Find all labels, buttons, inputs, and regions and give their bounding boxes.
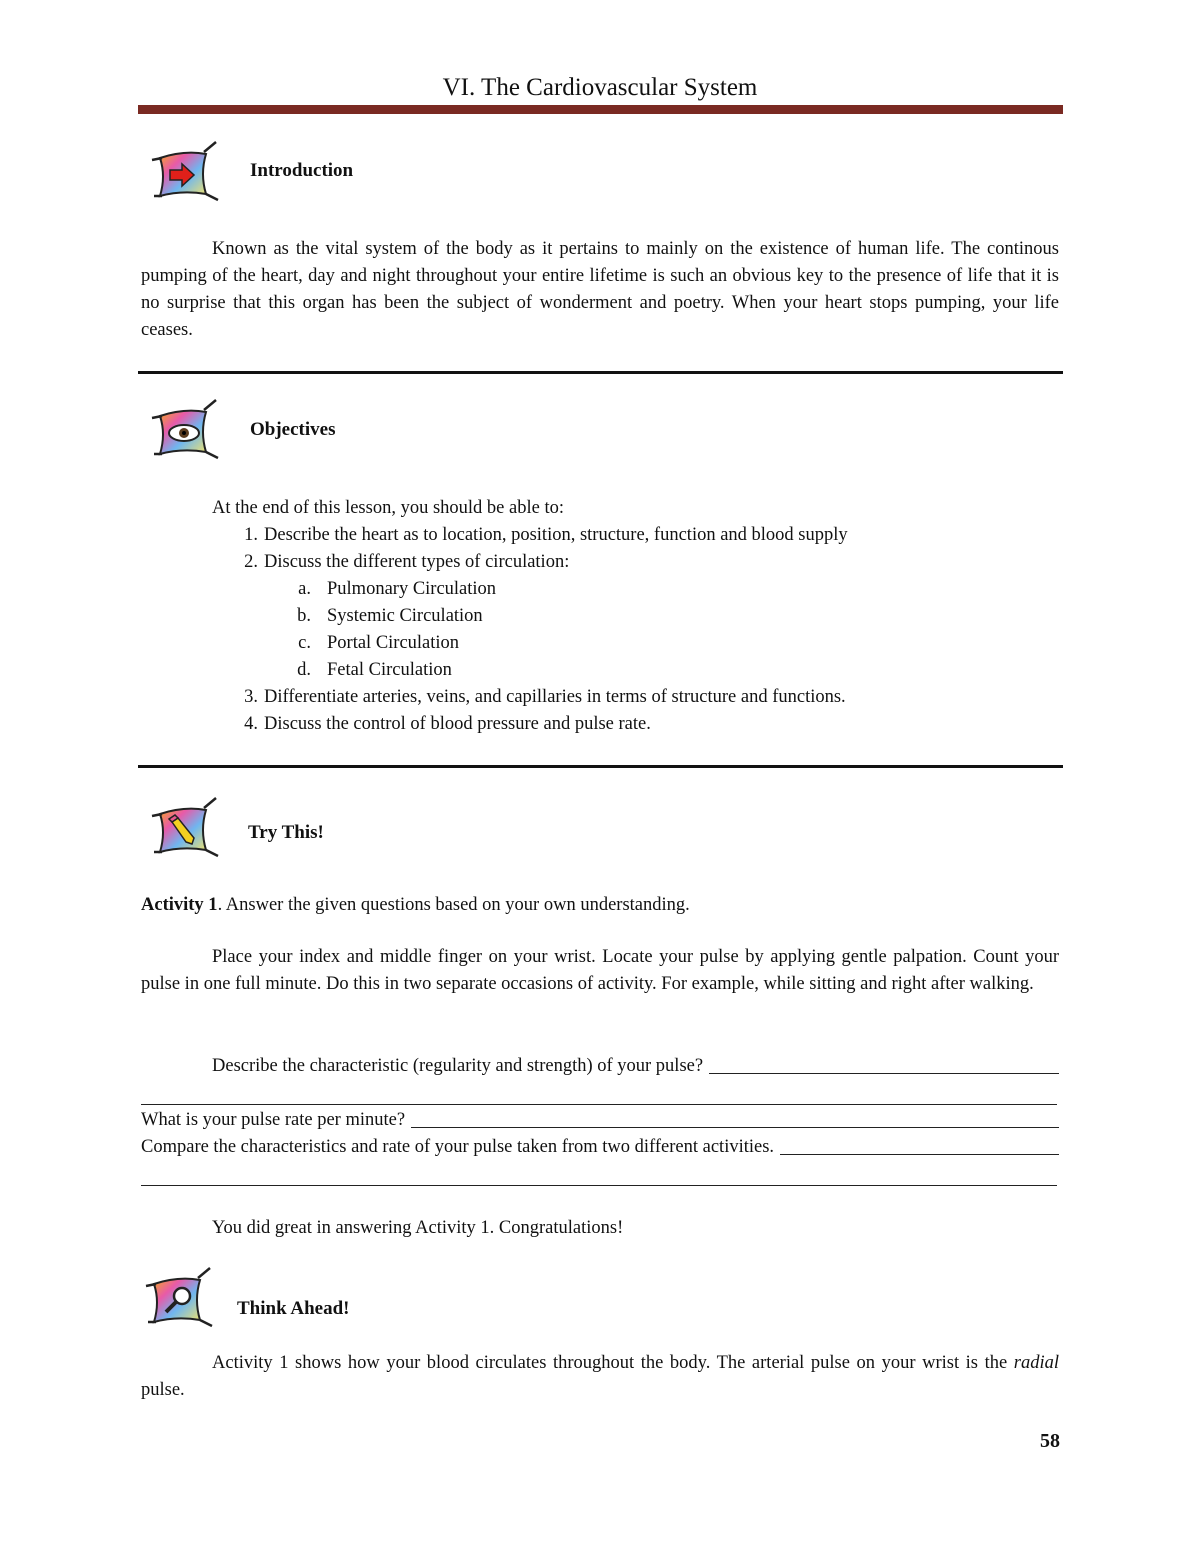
list-number: 1.	[244, 525, 258, 545]
activity-text: . Answer the given questions based on your own understanding.	[217, 895, 690, 915]
magnifier-sign-icon	[142, 1266, 214, 1332]
introduction-paragraph: Known as the vital system of the body as it pertains to mainly on the existence of human life. The continous pumping of the heart, day and night throughout your entire lifetime is such an obvious key to the presence of life that it is no surprise that this organ has been the subject of wonderment and poetry. When your heart stops pumping, your life ceases.	[141, 239, 1059, 340]
answer-blank[interactable]	[780, 1134, 1059, 1155]
question-text: Compare the characteristics and rate of your pulse taken from two different activities.	[141, 1137, 775, 1157]
list-text: Systemic Circulation	[327, 606, 483, 626]
sub-list-item	[285, 657, 452, 684]
think-ahead-text-end: pulse.	[141, 1380, 185, 1400]
section-divider	[138, 765, 1063, 768]
eye-sign-icon	[148, 398, 220, 464]
list-number: 2.	[244, 552, 258, 572]
sub-list-item	[285, 576, 496, 603]
answer-blank[interactable]	[709, 1053, 1059, 1074]
question-row	[141, 1134, 1059, 1161]
radial-term: radial	[1013, 1353, 1059, 1373]
think-ahead-paragraph	[141, 1350, 1059, 1404]
sub-list-item	[285, 630, 459, 657]
answer-blank[interactable]	[141, 1082, 1057, 1105]
list-letter: b.	[297, 606, 311, 626]
arrow-sign-icon	[148, 140, 220, 206]
objectives-heading: Objectives	[250, 419, 336, 440]
list-text: Pulmonary Circulation	[327, 579, 497, 599]
introduction-heading: Introduction	[250, 160, 354, 181]
activity-label: Activity 1	[141, 895, 218, 915]
question-text: What is your pulse rate per minute?	[141, 1110, 406, 1130]
answer-blank[interactable]	[141, 1163, 1057, 1186]
list-item	[222, 522, 848, 549]
title-rule	[138, 105, 1063, 114]
list-letter: d.	[297, 660, 311, 680]
question-row	[141, 1053, 1059, 1080]
list-letter: a.	[298, 579, 311, 599]
list-number: 4.	[244, 714, 258, 734]
congrats-text: You did great in answering Activity 1. Congratulations!	[212, 1218, 624, 1238]
list-text: Describe the heart as to location, position, structure, function and blood supply	[264, 525, 848, 545]
list-letter: c.	[298, 633, 311, 653]
sub-list-item	[285, 603, 483, 630]
objectives-lead: At the end of this lesson, you should be able to:	[212, 498, 564, 518]
list-number: 3.	[244, 687, 258, 707]
list-text: Differentiate arteries, veins, and capillaries in terms of structure and functions.	[264, 687, 846, 707]
answer-blank[interactable]	[411, 1107, 1059, 1128]
list-text: Discuss the control of blood pressure and pulse rate.	[264, 714, 651, 734]
think-ahead-text: Activity 1 shows how your blood circulates throughout the body. The arterial pulse on your wrist is the	[212, 1353, 1014, 1373]
list-item	[222, 684, 846, 711]
question-row	[141, 1107, 1059, 1134]
activity-line	[141, 892, 690, 919]
list-text: Discuss the different types of circulation:	[264, 552, 570, 572]
question-text: Describe the characteristic (regularity and strength) of your pulse?	[212, 1056, 704, 1076]
activity-instructions: Place your index and middle finger on your wrist. Locate your pulse by applying gentle palpation. Count your pulse in one full minute. Do this in two separate occasions of activity. For example, while sitting and right after walking.	[141, 947, 1059, 994]
pencil-sign-icon	[148, 796, 220, 862]
think-ahead-heading: Think Ahead!	[237, 1298, 350, 1319]
list-item	[222, 711, 651, 738]
section-divider	[138, 371, 1063, 374]
list-item	[222, 549, 569, 576]
page-title: VI. The Cardiovascular System	[442, 74, 758, 101]
list-text: Fetal Circulation	[327, 660, 452, 680]
try-this-heading: Try This!	[248, 822, 324, 843]
page-number: 58	[1040, 1430, 1060, 1452]
list-text: Portal Circulation	[327, 633, 460, 653]
